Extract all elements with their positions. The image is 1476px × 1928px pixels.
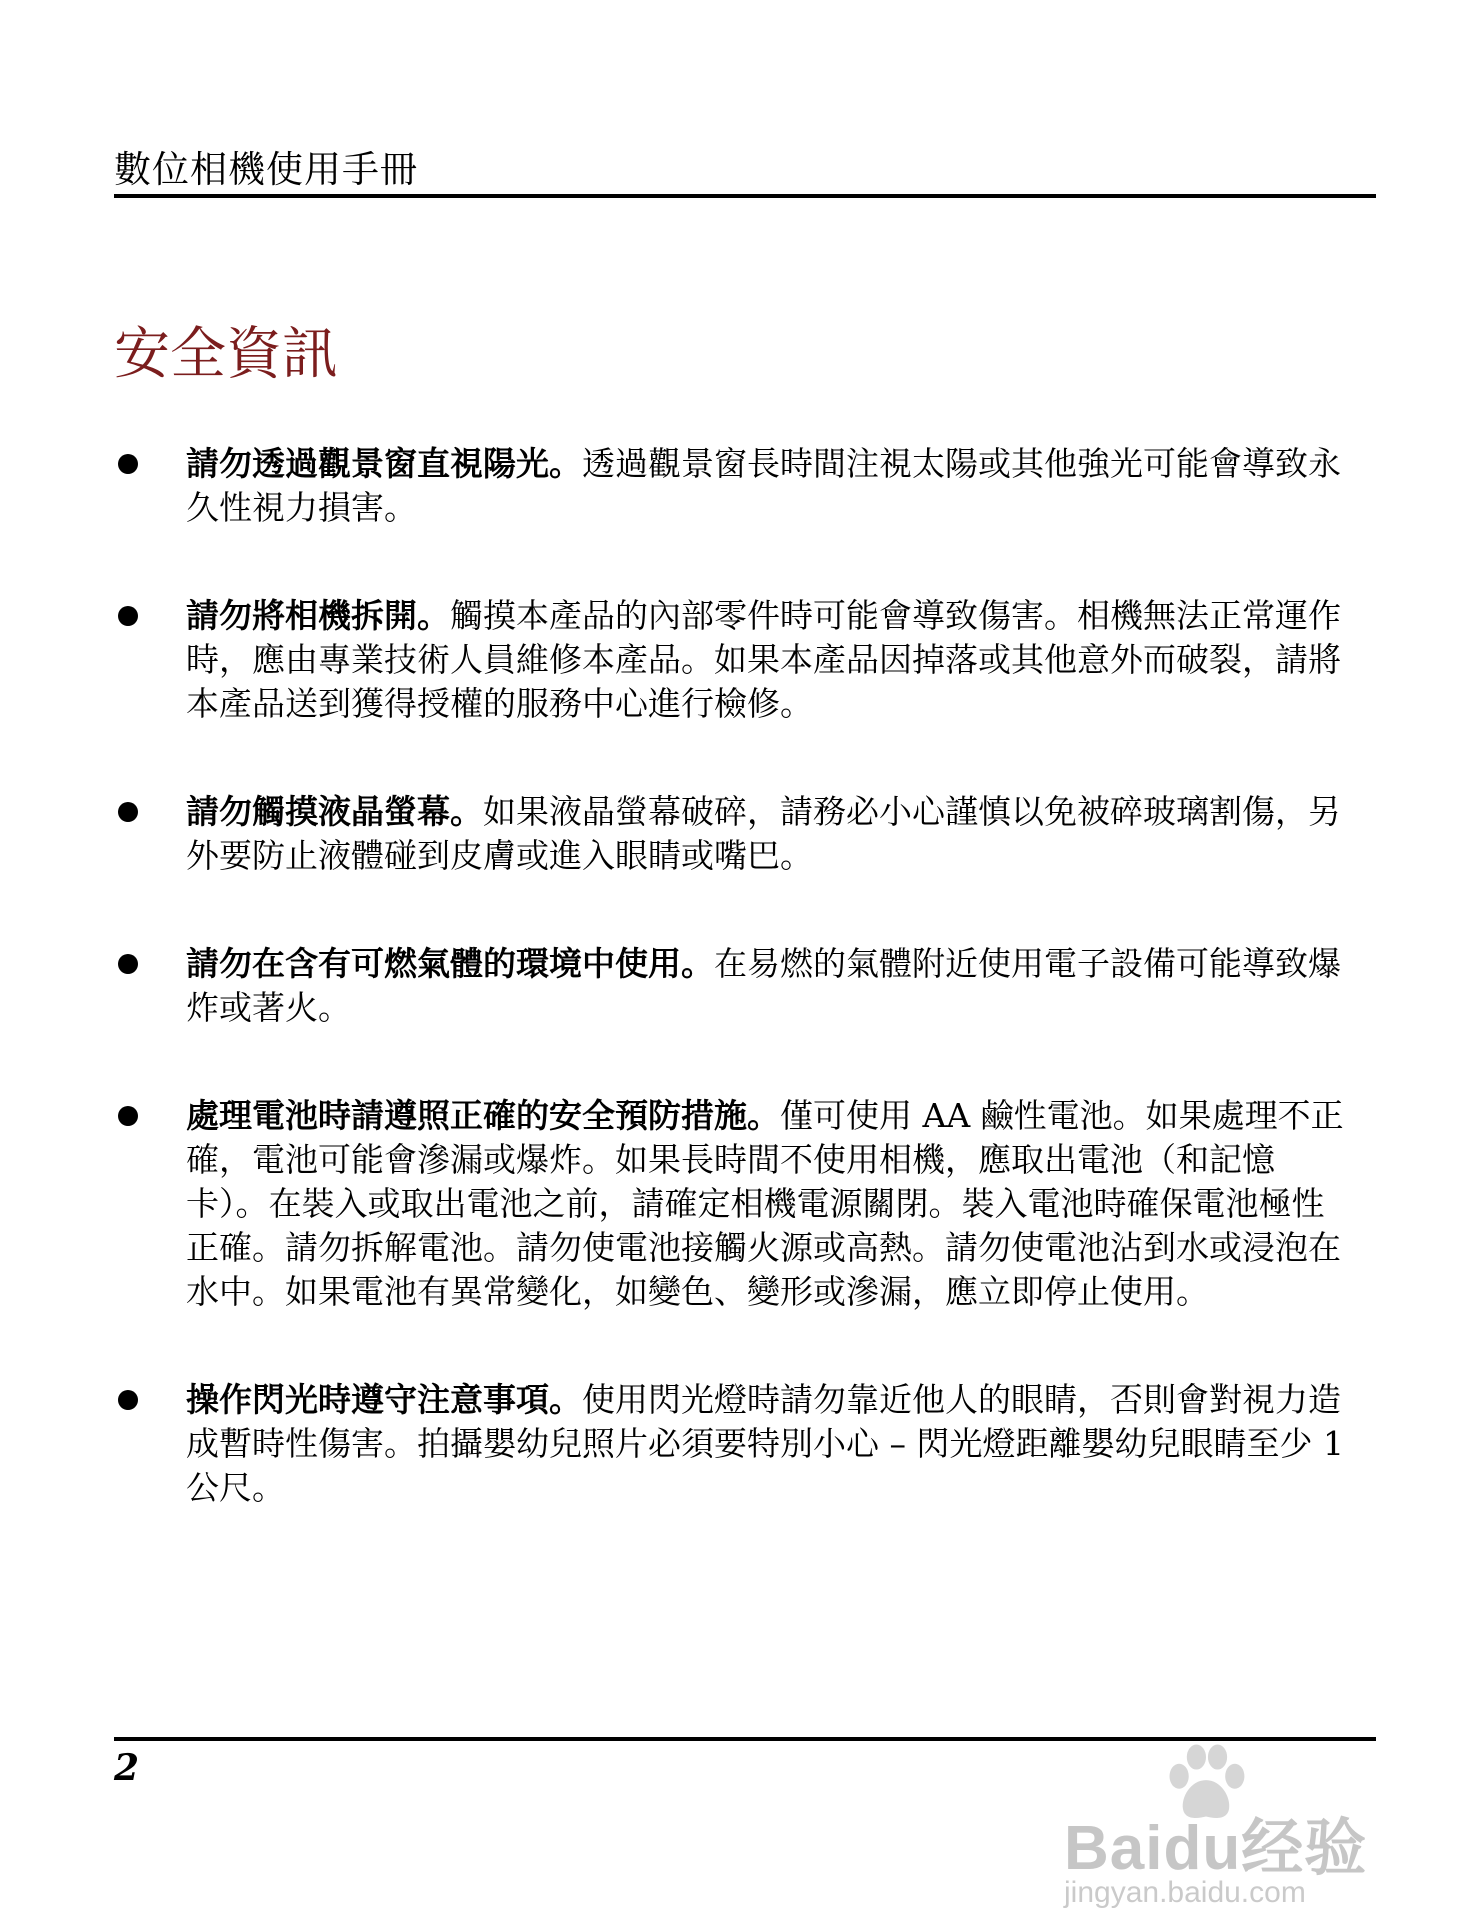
bullet-icon <box>118 1390 138 1410</box>
safety-item-heading: 請勿觸摸液晶螢幕。 <box>186 792 483 831</box>
safety-item-heading: 請勿將相機拆開。 <box>186 596 450 635</box>
safety-item-disassemble <box>114 594 1344 726</box>
bullet-icon <box>118 802 138 822</box>
header-divider <box>114 194 1376 198</box>
safety-item-heading: 請勿在含有可燃氣體的環境中使用。 <box>186 944 714 983</box>
safety-item-sunlight <box>114 442 1344 530</box>
page-number: 2 <box>114 1747 140 1789</box>
safety-item-text: 僅可使用 AA 鹼性電池。如果處理不正確，電池可能會滲漏或爆炸。如果長時間不使用相機，應取出電池（和記憶卡）。在裝入或取出電池之前，請確定相機電源關閉。裝入電池時確保電池極性正確。請勿拆解電池。請勿使電池接觸火源或高熱。請勿使電池沾到水或浸泡在水中。如果電池有異常變化，如變色、變形或滲漏，應立即停止使用。 <box>186 1096 1344 1311</box>
safety-item-text: 觸摸本產品的內部零件時可能會導致傷害。相機無法正常運作時，應由專業技術人員維修本產品。如果本產品因掉落或其他意外而破裂，請將本產品送到獲得授權的服務中心進行檢修。 <box>186 596 1341 723</box>
safety-item-text: 在易燃的氣體附近使用電子設備可能導致爆炸或著火。 <box>186 944 1341 1027</box>
bullet-icon <box>118 454 138 474</box>
safety-item-text: 如果液晶螢幕破碎，請務必小心謹慎以免被碎玻璃割傷，另外要防止液體碰到皮膚或進入眼睛或嘴巴。 <box>186 792 1341 875</box>
safety-item-flammable-gas <box>114 942 1344 1030</box>
safety-item-flash <box>114 1378 1344 1510</box>
safety-item-lcd <box>114 790 1344 878</box>
baidu-watermark <box>1050 1730 1380 1910</box>
bullet-icon <box>118 606 138 626</box>
bullet-icon <box>118 1106 138 1126</box>
watermark-logo: Baidu经验 <box>1064 1814 1368 1883</box>
safety-item-heading: 操作閃光時遵守注意事項。 <box>186 1380 582 1419</box>
safety-item-heading: 處理電池時請遵照正確的安全預防措施。 <box>186 1096 780 1135</box>
watermark-url: jingyan.baidu.com <box>1064 1876 1306 1909</box>
safety-item-battery <box>114 1094 1344 1314</box>
safety-item-text: 使用閃光燈時請勿靠近他人的眼睛，否則會對視力造成暫時性傷害。拍攝嬰幼兒照片必須要特別小心 – 閃光燈距離嬰幼兒眼睛至少 1 公尺。 <box>186 1380 1344 1507</box>
safety-item-heading: 請勿透過觀景窗直視陽光。 <box>186 444 582 483</box>
document-header-title: 數位相機使用手冊 <box>114 148 418 191</box>
safety-list <box>114 442 1344 1574</box>
bullet-icon <box>118 954 138 974</box>
section-title: 安全資訊 <box>114 322 338 387</box>
safety-item-text: 透過觀景窗長時間注視太陽或其他強光可能會導致永久性視力損害。 <box>186 444 1341 527</box>
